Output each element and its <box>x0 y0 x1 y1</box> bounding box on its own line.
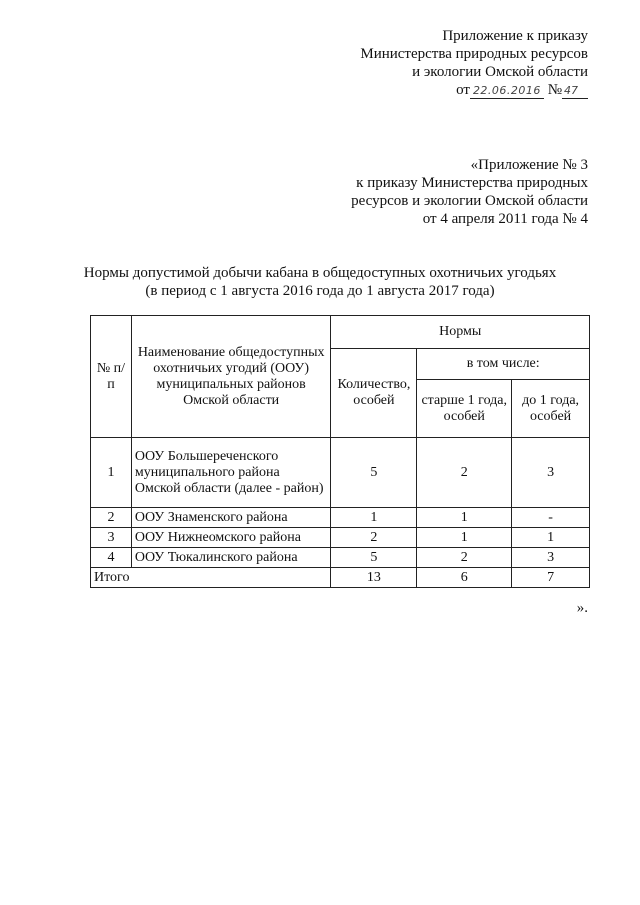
cell-name: ООУ Знаменского района <box>131 508 331 528</box>
date-prefix: от <box>456 82 470 98</box>
cell-number: 1 <box>91 438 132 508</box>
table-row <box>91 438 590 508</box>
cell-name: ООУ Большереченского муниципального района Омской области (далее - район) <box>131 438 331 508</box>
header-older: старше 1 года, особей <box>417 380 512 438</box>
table-total-row <box>91 568 590 588</box>
number-prefix: № <box>547 82 562 98</box>
cell-count: 5 <box>331 438 417 508</box>
appendix-header-line: ресурсов и экологии Омской области <box>351 193 588 209</box>
handwritten-date: 22.06.2016 <box>470 84 544 99</box>
cell-count: 2 <box>331 528 417 548</box>
cell-younger: 3 <box>512 548 590 568</box>
order-header-line: и экологии Омской области <box>412 64 588 80</box>
cell-older: 2 <box>417 438 512 508</box>
header-including: в том числе: <box>417 349 590 380</box>
header-name: Наименование общедоступных охотничьих угодий (ООУ) муниципальных районов Омской области <box>131 316 331 438</box>
table-row <box>91 508 590 528</box>
title-line: (в период с 1 августа 2016 года до 1 августа 2017 года) <box>145 283 495 299</box>
table-row <box>91 548 590 568</box>
cell-count: 1 <box>331 508 417 528</box>
norms-table <box>90 315 590 588</box>
header-norms: Нормы <box>331 316 590 349</box>
cell-younger: 1 <box>512 528 590 548</box>
header-number: № п/п <box>91 316 132 438</box>
header-count: Количество, особей <box>331 349 417 438</box>
cell-younger: - <box>512 508 590 528</box>
table-row <box>91 528 590 548</box>
cell-younger: 3 <box>512 438 590 508</box>
cell-number: 4 <box>91 548 132 568</box>
order-header-block <box>360 27 588 99</box>
total-count: 13 <box>331 568 417 588</box>
handwritten-number: 47 <box>562 84 588 99</box>
order-header-line: Приложение к приказу <box>442 28 588 44</box>
total-younger: 7 <box>512 568 590 588</box>
appendix-header-line: к приказу Министерства природных <box>356 175 588 191</box>
appendix-header-line: от 4 апреля 2011 года № 4 <box>422 211 588 227</box>
appendix-header-block <box>351 156 588 228</box>
document-title <box>0 264 640 300</box>
order-date-line <box>360 81 588 99</box>
title-line: Нормы допустимой добычи кабана в общедоступных охотничьих угодьях <box>83 265 557 281</box>
cell-name: ООУ Тюкалинского района <box>131 548 331 568</box>
cell-name: ООУ Нижнеомского района <box>131 528 331 548</box>
closing-quote: ». <box>576 600 588 616</box>
order-header-line: Министерства природных ресурсов <box>360 46 588 62</box>
total-label: Итого <box>91 568 331 588</box>
cell-number: 2 <box>91 508 132 528</box>
total-older: 6 <box>417 568 512 588</box>
cell-older: 1 <box>417 528 512 548</box>
appendix-header-line: «Приложение № 3 <box>470 157 588 173</box>
header-younger: до 1 года, особей <box>512 380 590 438</box>
cell-count: 5 <box>331 548 417 568</box>
cell-number: 3 <box>91 528 132 548</box>
cell-older: 2 <box>417 548 512 568</box>
cell-older: 1 <box>417 508 512 528</box>
